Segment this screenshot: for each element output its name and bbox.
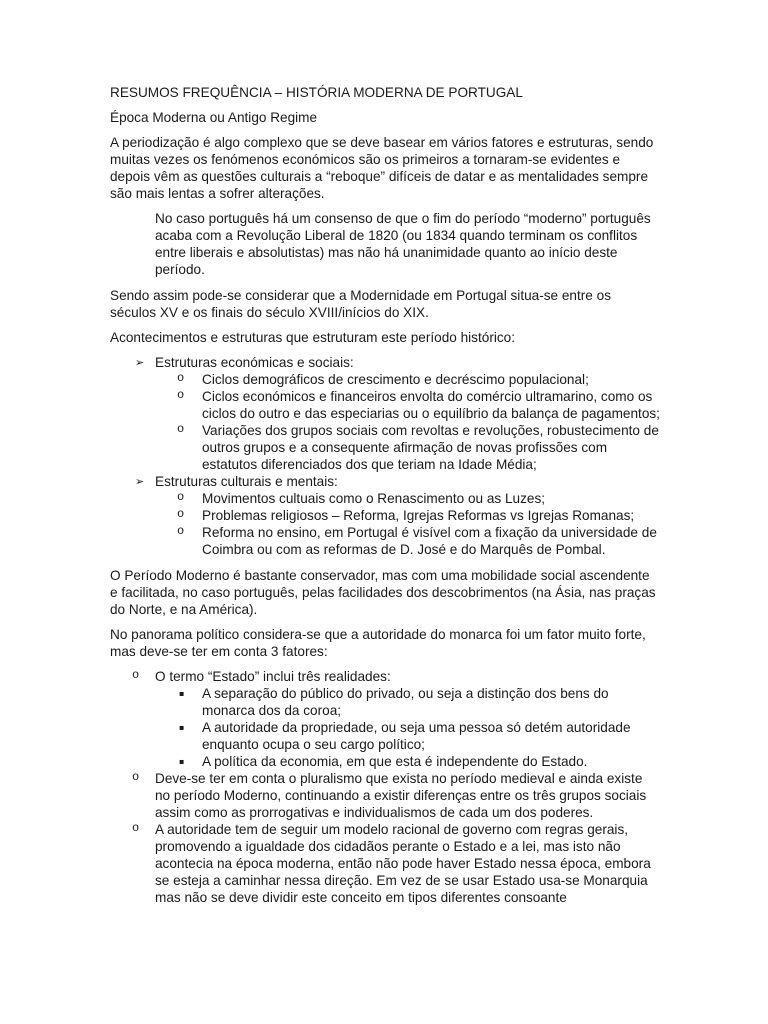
list-item-text: A política da economia, em que esta é independente do Estado.: [202, 754, 588, 769]
circle-bullet-icon: o: [177, 388, 185, 402]
list-item: [110, 821, 660, 906]
list-item: [155, 422, 660, 473]
circle-bullet-icon: o: [132, 821, 140, 835]
list-item: [155, 388, 660, 422]
structures-list: [110, 354, 660, 558]
list-item: [155, 507, 660, 524]
list-item-text: Deve-se ter em conta o pluralismo que exista no período medieval e ainda existe no período Moderno, continuando a existir diferenças entre os três grupos sociais assim como as prorrogativas e individualismos de cada um dos poderes.: [155, 771, 647, 820]
circle-bullet-icon: o: [132, 668, 140, 682]
list-item: [155, 719, 660, 753]
list-item-text: A separação do público do privado, ou seja a distinção dos bens do monarca dos da coroa;: [202, 686, 609, 718]
section-heading: Época Moderna ou Antigo Regime: [110, 110, 318, 125]
circle-bullet-icon: o: [132, 770, 140, 784]
factors-list: [110, 668, 660, 906]
list-item: [155, 753, 660, 770]
arrow-bullet-icon: ➢: [135, 475, 145, 488]
paragraph-portuguese-case: No caso português há um consenso de que o fim do período “moderno” português acaba com a Revolução Liberal de 1820 (ou 1834 quando terminam os conflitos entre liberais e absolutistas) mas não há unanimidade quanto ao início deste período.: [155, 211, 651, 277]
list-item-text: O termo “Estado” inclui três realidades:: [155, 669, 391, 684]
sub-list: [155, 490, 660, 558]
list-item: [110, 354, 660, 473]
square-bullet-icon: ▪: [179, 757, 185, 766]
list-item-text: A autoridade da propriedade, ou seja uma pessoa só detém autoridade enquanto ocupa o seu cargo político;: [202, 720, 631, 752]
paragraph-modernity-dates: Sendo assim pode-se considerar que a Modernidade em Portugal situa-se entre os séculos XV e os finais do século XVIII/inícios do XIX.: [110, 288, 611, 320]
paragraph-events-intro: Acontecimentos e estruturas que estruturam este período histórico:: [110, 330, 515, 345]
circle-bullet-icon: o: [177, 490, 185, 504]
list-item-text: Ciclos demográficos de crescimento e decréscimo populacional;: [202, 372, 589, 387]
list-item-text: Reforma no ensino, em Portugal é visível com a fixação da universidade de Coimbra ou com as reformas de D. José e do Marquês de Pombal.: [202, 525, 657, 557]
sub-list: [155, 685, 660, 770]
circle-bullet-icon: o: [177, 422, 185, 436]
sub-list: [155, 371, 660, 473]
list-item: [155, 685, 660, 719]
circle-bullet-icon: o: [177, 507, 185, 521]
list-item-label: Estruturas económicas e sociais:: [155, 355, 354, 370]
document-title: RESUMOS FREQUÊNCIA – HISTÓRIA MODERNA DE PORTUGAL: [110, 85, 523, 100]
list-item: [155, 490, 660, 507]
list-item: [110, 770, 660, 821]
square-bullet-icon: ▪: [179, 689, 185, 698]
paragraph-periodization: A periodização é algo complexo que se deve basear em vários fatores e estruturas, sendo muitas vezes os fenómenos económicos são os primeiros a tornaram-se evidentes e depois vêm as questões culturais a “reboque” difíceis de datar e as mentalidades sempre são mais lentas a sofrer alterações.: [110, 135, 654, 201]
square-bullet-icon: ▪: [179, 723, 185, 732]
circle-bullet-icon: o: [177, 524, 185, 538]
list-item-text: Movimentos cultuais como o Renascimento ou as Luzes;: [202, 491, 546, 506]
list-item-text: A autoridade tem de seguir um modelo racional de governo com regras gerais, promovendo a igualdade dos cidadãos perante o Estado e a lei, mas isto não acontecia na época moderna, então não pode haver Estado nessa época, embora se esteja a caminhar nessa direção. Em vez de se usar Estado usa-se Monarquia mas não se deve dividir este conceito em tipos diferentes consoante: [155, 822, 651, 905]
document-page: [110, 84, 660, 906]
list-item-label: Estruturas culturais e mentais:: [155, 474, 338, 489]
paragraph-political: No panorama político considera-se que a autoridade do monarca foi um fator muito forte, mas deve-se ter em conta 3 fatores:: [110, 627, 646, 659]
list-item: [155, 371, 660, 388]
list-item: [155, 524, 660, 558]
list-item-text: Variações dos grupos sociais com revoltas e revoluções, robustecimento de outros grupos e a consequente afirmação de novas profissões com estatutos diferenciados dos que teriam na Idade Média;: [202, 423, 659, 472]
list-item-text: Ciclos económicos e financeiros envolta do comércio ultramarino, como os ciclos do outro e das especiarias ou o equilíbrio da balança de pagamentos;: [202, 389, 660, 421]
list-item: [110, 668, 660, 770]
list-item-text: Problemas religiosos – Reforma, Igrejas Reformas vs Igrejas Romanas;: [202, 508, 635, 523]
list-item: [110, 473, 660, 558]
arrow-bullet-icon: ➢: [135, 356, 145, 369]
circle-bullet-icon: o: [177, 371, 185, 385]
paragraph-modern-period: O Período Moderno é bastante conservador, mas com uma mobilidade social ascendente e facilitada, no caso português, pelas facilidades dos descobrimentos (na Ásia, nas praças do Norte, e na América).: [110, 568, 656, 617]
